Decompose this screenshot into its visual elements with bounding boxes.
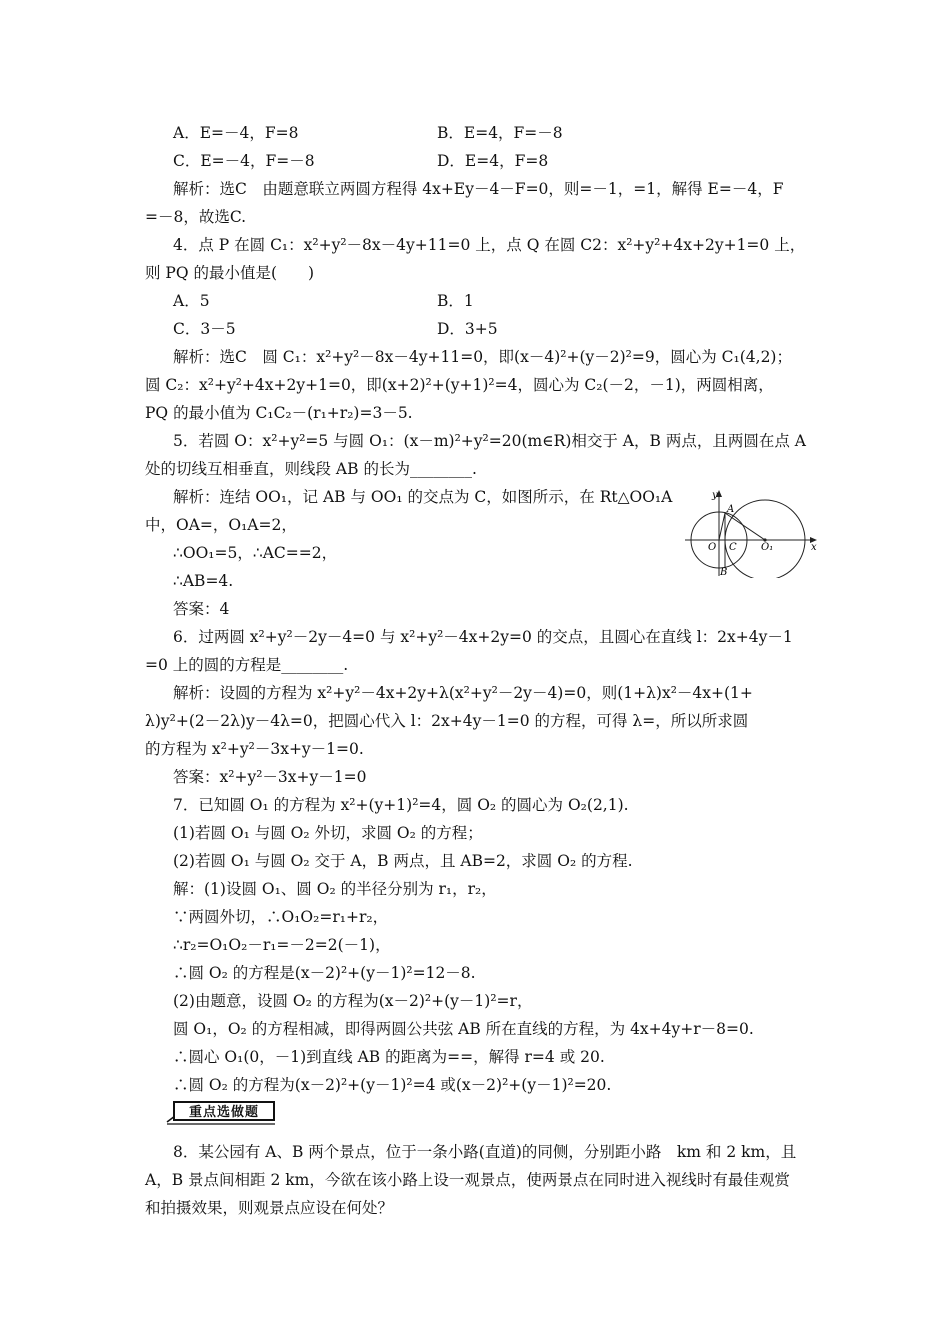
solution-5-line-3: ∴OO₁=5，∴AC==2， [173, 544, 338, 562]
solution-7-line-6: 圆 O₁，O₂ 的方程相减，即得两圆公共弦 AB 所在直线的方程，为 4x+4y+r－8=0. [173, 1020, 754, 1038]
question-5-line-1: 5．若圆 O：x²+y²=5 与圆 O₁：(x－m)²+y²=20(m∈R)相交于 A，B 两点，且两圆在点 A [173, 432, 806, 450]
solution-6-line-1: 解析：设圆的方程为 x²+y²－4x+2y+λ(x²+y²－2y－4)=0，则(1+λ)x²－4x+(1+ [173, 684, 753, 702]
solution-5-line-4: ∴AB=4. [173, 572, 234, 590]
solution-5-line-2: 中，OA=，O₁A=2， [145, 516, 297, 534]
fig-label-o1: O₁ [761, 542, 774, 553]
question-8-line-2: A，B 景点间相距 2 km，今欲在该小路上设一观景点，使两景点在同时进入视线时有最佳观赏 [145, 1171, 790, 1189]
fig-label-c: C [729, 542, 737, 553]
option-a[interactable]: A．5 [173, 292, 210, 310]
question-4-line-1: 4．点 P 在圆 C₁：x²+y²－8x－4y+11=0 上，点 Q 在圆 C2：x²+y²+4x+2y+1=0 上， [173, 236, 806, 254]
solution-5-line-1: 解析：连结 OO₁，记 AB 与 OO₁ 的交点为 C，如图所示，在 Rt△OO₁A [173, 488, 673, 506]
circles-figure [683, 488, 819, 578]
question-8-line-1: 8．某公园有 A、B 两个景点，位于一条小路(直道)的同侧，分别距小路 km 和 2 km，且 [173, 1143, 797, 1161]
solution-7-line-1: 解：(1)设圆 O₁、圆 O₂ 的半径分别为 r₁，r₂， [173, 880, 497, 898]
option-c[interactable]: C．E=－4，F=－8 [173, 152, 315, 170]
fig-label-o: O [708, 542, 717, 553]
solution-7-line-4: ∴圆 O₂ 的方程是(x－2)²+(y－1)²=12－8. [173, 964, 476, 982]
option-c[interactable]: C．3－5 [173, 320, 236, 338]
section-banner-label: 重点选做题 [188, 1105, 260, 1120]
question-8-line-3: 和拍摄效果，则观景点应设在何处？ [145, 1199, 394, 1217]
solution-7-line-7: ∴圆心 O₁(0，－1)到直线 AB 的距离为==，解得 r=4 或 20. [173, 1048, 605, 1066]
fig-label-x: x [811, 542, 817, 553]
option-b[interactable]: B．1 [437, 292, 474, 310]
solution-7-line-3: ∴r₂=O₁O₂－r₁=－2=2(－1)， [173, 936, 391, 954]
solution-7-line-8: ∴圆 O₂ 的方程为(x－2)²+(y－1)²=4 或(x－2)²+(y－1)²=20. [173, 1076, 612, 1094]
line-solution-3a: 解析：选C 由题意联立两圆方程得 4x+Ey－4－F=0，则=－1，=1，解得 E=－4，F [173, 180, 784, 198]
section-banner [165, 1098, 277, 1126]
answer-5: 答案：4 [173, 600, 230, 618]
option-d[interactable]: D．E=4，F=8 [437, 152, 549, 170]
question-5-line-2: 处的切线互相垂直，则线段 AB 的长为________. [145, 460, 477, 478]
solution-4-line-2: 圆 C₂：x²+y²+4x+2y+1=0，即(x+2)²+(y+1)²=4，圆心为 C₂(－2，－1)，两圆相离， [145, 376, 774, 394]
question-6-line-1: 6．过两圆 x²+y²－2y－4=0 与 x²+y²－4x+2y=0 的交点，且圆心在直线 l：2x+4y－1 [173, 628, 793, 646]
line-solution-3b: =－8，故选C. [145, 208, 247, 226]
option-b[interactable]: B．E=4，F=－8 [437, 124, 563, 142]
fig-label-a: A [727, 504, 735, 515]
question-7-part-2: (2)若圆 O₁ 与圆 O₂ 交于 A，B 两点，且 AB=2，求圆 O₂ 的方程. [173, 852, 633, 870]
solution-7-line-5: (2)由题意，设圆 O₂ 的方程为(x－2)²+(y－1)²=r， [173, 992, 533, 1010]
solution-6-line-2: λ)y²+(2－2λ)y－4λ=0，把圆心代入 l：2x+4y－1=0 的方程，可得 λ=，所以所求圆 [145, 712, 749, 730]
question-7-part-1: (1)若圆 O₁ 与圆 O₂ 外切，求圆 O₂ 的方程； [173, 824, 483, 842]
option-a[interactable]: A．E=－4，F=8 [173, 124, 299, 142]
solution-4-line-1: 解析：选C 圆 C₁：x²+y²－8x－4y+11=0，即(x－4)²+(y－2)²=9，圆心为 C₁(4,2)； [173, 348, 792, 366]
solution-4-line-3: PQ 的最小值为 C₁C₂－(r₁+r₂)=3－5. [145, 404, 413, 422]
solution-6-line-3: 的方程为 x²+y²－3x+y－1=0. [145, 740, 364, 758]
fig-label-b: B [720, 567, 728, 578]
question-7-line-1: 7．已知圆 O₁ 的方程为 x²+(y+1)²=4，圆 O₂ 的圆心为 O₂(2,1). [173, 796, 629, 814]
answer-6: 答案：x²+y²－3x+y－1=0 [173, 768, 367, 786]
option-d[interactable]: D．3+5 [437, 320, 498, 338]
question-6-line-2: =0 上的圆的方程是________. [145, 656, 349, 674]
fig-label-y: y [712, 490, 718, 501]
solution-7-line-2: ∵两圆外切，∴O₁O₂=r₁+r₂， [173, 908, 389, 926]
question-4-line-2: 则 PQ 的最小值是( ) [145, 264, 315, 282]
